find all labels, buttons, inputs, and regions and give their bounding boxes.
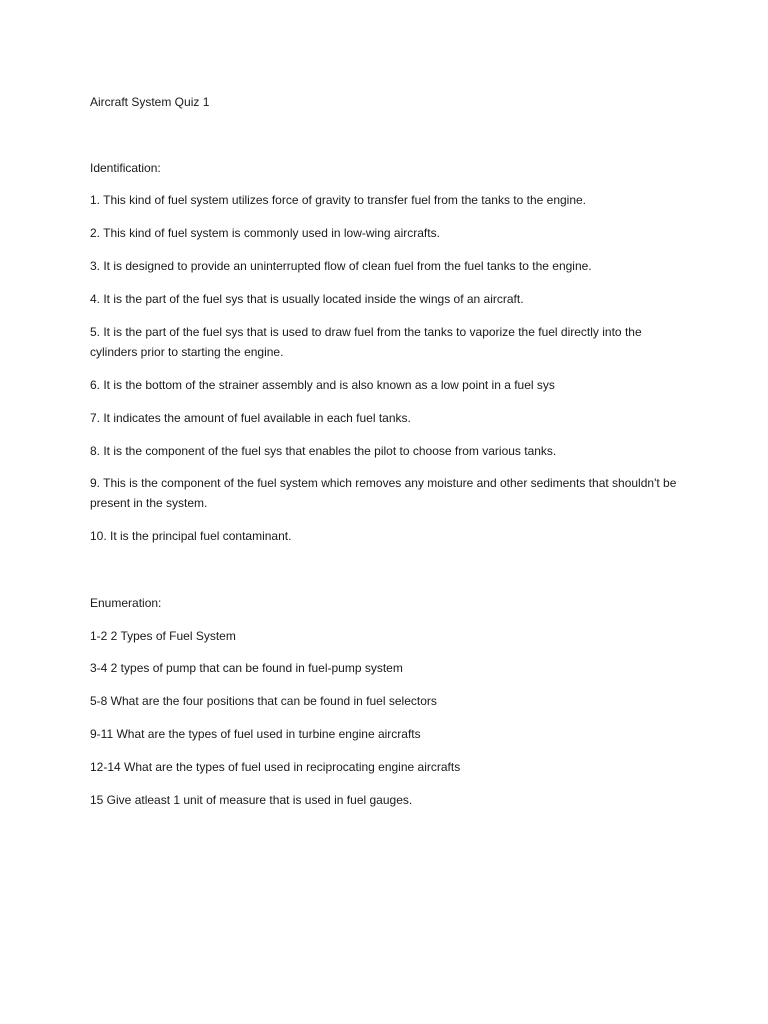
quiz-title: Aircraft System Quiz 1: [90, 95, 210, 109]
identification-item-2: 2. This kind of fuel system is commonly used in low-wing aircrafts.: [90, 226, 440, 240]
identification-item-3: 3. It is designed to provide an uninterrupted flow of clean fuel from the fuel tanks to the engine.: [90, 259, 592, 273]
enumeration-item-2: 3-4 2 types of pump that can be found in fuel-pump system: [90, 661, 403, 675]
identification-heading: Identification:: [90, 161, 161, 175]
enumeration-item-4: 9-11 What are the types of fuel used in turbine engine aircrafts: [90, 727, 421, 741]
enumeration-heading: Enumeration:: [90, 596, 162, 610]
enumeration-item-3: 5-8 What are the four positions that can be found in fuel selectors: [90, 694, 437, 708]
identification-item-5: 5. It is the part of the fuel sys that is used to draw fuel from the tanks to vaporize the fuel directly into the cylinders prior to starting the engine.: [90, 325, 642, 359]
identification-item-7: 7. It indicates the amount of fuel available in each fuel tanks.: [90, 411, 411, 425]
identification-item-4: 4. It is the part of the fuel sys that is usually located inside the wings of an aircraft.: [90, 292, 524, 306]
identification-item-8: 8. It is the component of the fuel sys that enables the pilot to choose from various tanks.: [90, 444, 557, 458]
identification-item-6: 6. It is the bottom of the strainer assembly and is also known as a low point in a fuel sys: [90, 378, 555, 392]
identification-item-9: 9. This is the component of the fuel system which removes any moisture and other sediments that shouldn't be present in the system.: [90, 476, 677, 510]
enumeration-item-5: 12-14 What are the types of fuel used in reciprocating engine aircrafts: [90, 760, 461, 774]
enumeration-item-6: 15 Give atleast 1 unit of measure that is used in fuel gauges.: [90, 793, 413, 807]
identification-item-1: 1. This kind of fuel system utilizes force of gravity to transfer fuel from the tanks to the engine.: [90, 193, 587, 207]
enumeration-item-1: 1-2 2 Types of Fuel System: [90, 629, 236, 643]
identification-item-10: 10. It is the principal fuel contaminant.: [90, 529, 292, 543]
